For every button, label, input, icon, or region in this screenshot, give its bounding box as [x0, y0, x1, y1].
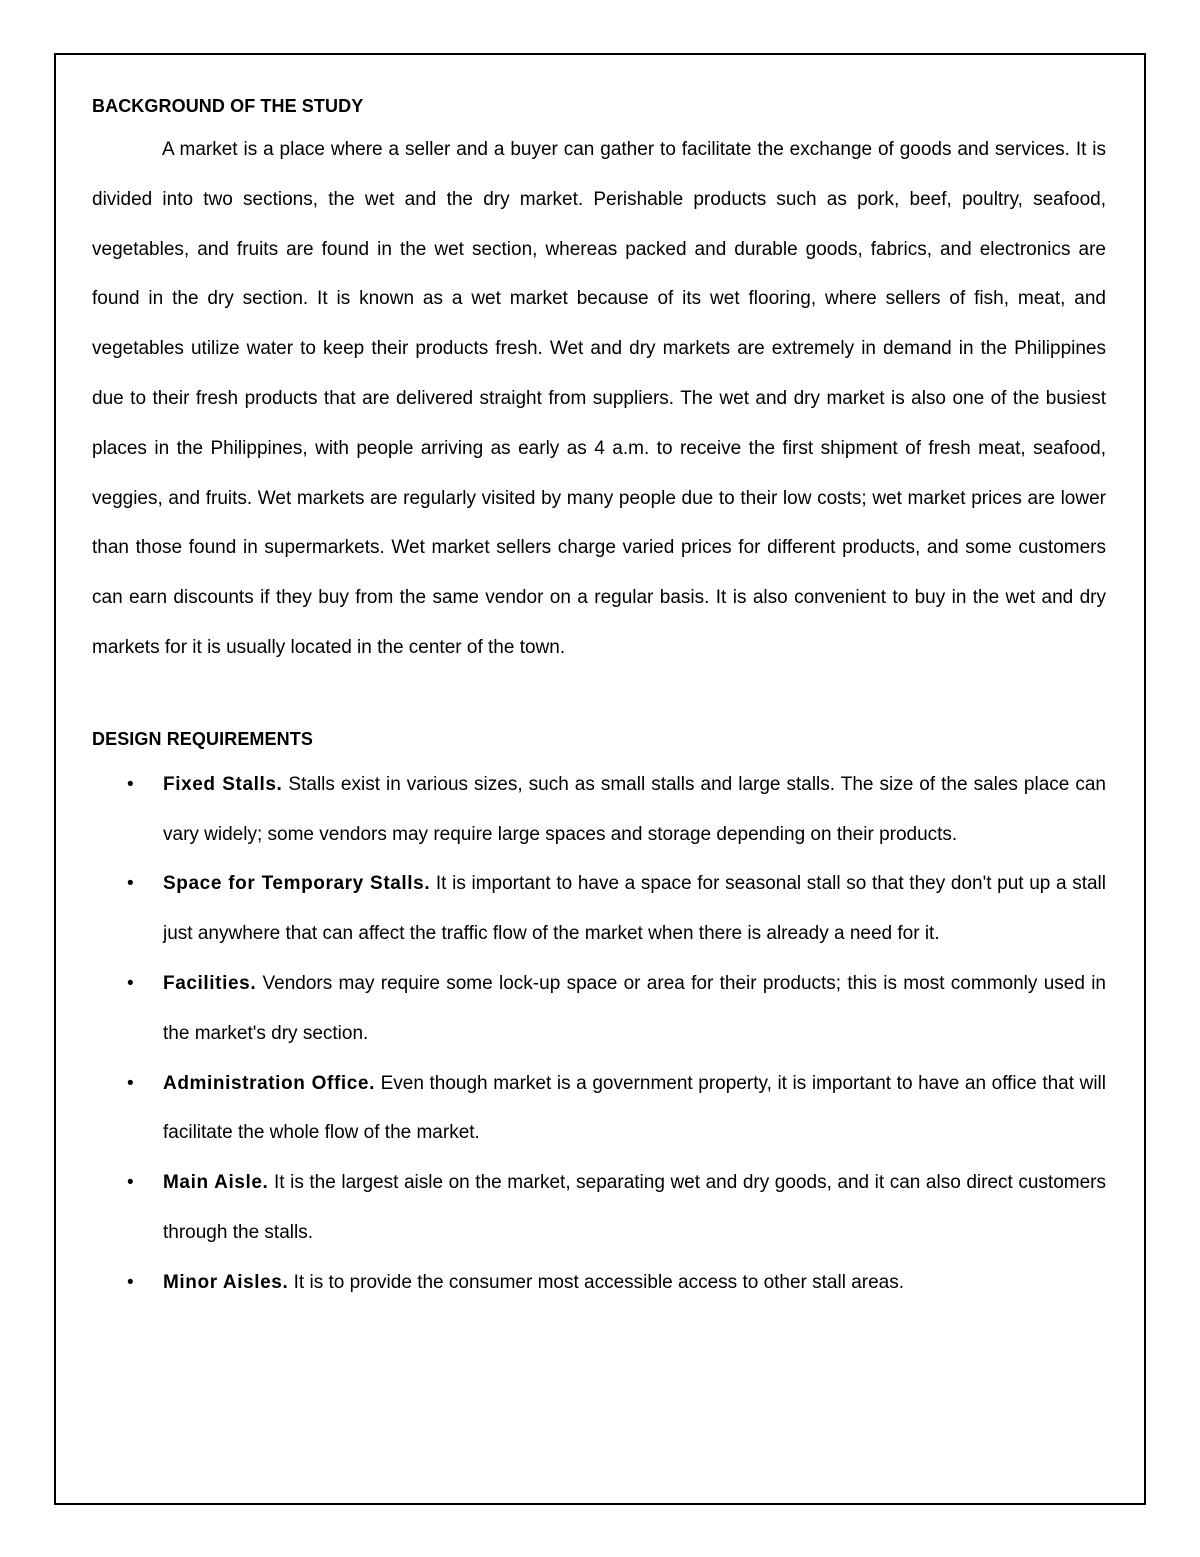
document-body: [92, 88, 1106, 1308]
requirements-list: [92, 760, 1106, 1308]
requirement-text: It is important to have a space for seasonal stall so that they don't put up a stall just anywhere that can affect the traffic flow of the market when there is already a need for it.: [163, 873, 1106, 945]
design-requirements-heading: DESIGN REQUIREMENTS: [92, 728, 313, 749]
requirement-main-aisle: [92, 1158, 1106, 1258]
background-heading: BACKGROUND OF THE STUDY: [92, 96, 364, 116]
bullet-icon: •: [127, 1172, 134, 1194]
requirement-term: Space for Temporary Stalls.: [163, 873, 431, 895]
bullet-icon: •: [127, 773, 134, 795]
requirement-term: Main Aisle.: [163, 1172, 269, 1194]
requirement-text: It is the largest aisle on the market, separating wet and dry goods, and it can also direct customers through the stalls.: [163, 1172, 1106, 1243]
requirement-term: Minor Aisles.: [163, 1271, 289, 1293]
requirement-term: Administration Office.: [163, 1072, 375, 1094]
background-paragraph: A market is a place where a seller and a buyer can gather to facilitate the exchange of goods and services. It is divided into two sections, the wet and the dry market. Perishable products such as pork, beef, poultry, seafood, vegetables, and fruits are found in the wet section, whereas packed and durable goods, fabrics, and electronics are found in the dry section. It is known as a wet market because of its wet flooring, where sellers of fish, meat, and vegetables utilize water to keep their products fresh. Wet and dry markets are extremely in demand in the Philippines due to their fresh products that are delivered straight from suppliers. The wet and dry market is also one of the busiest places in the Philippines, with people arriving as early as 4 a.m. to receive the first shipment of fresh meat, seafood, veggies, and fruits. Wet markets are regularly visited by many people due to their low costs; wet market prices are lower than those found in supermarkets. Wet market sellers charge varied prices for different products, and some customers can earn discounts if they buy from the same vendor on a regular basis. It is also convenient to buy in the wet and dry markets for it is usually located in the center of the town.: [92, 139, 1106, 658]
requirement-text: Stalls exist in various sizes, such as small stalls and large stalls. The size of the sales place can vary widely; some vendors may require large spaces and storage depending on their products.: [163, 773, 1106, 845]
bullet-icon: •: [127, 972, 134, 994]
bullet-icon: •: [127, 873, 134, 895]
requirement-minor-aisles: [92, 1258, 1106, 1308]
requirement-administration-office: [92, 1059, 1106, 1159]
requirement-term: Fixed Stalls.: [163, 773, 283, 795]
requirement-fixed-stalls: [92, 760, 1106, 860]
requirement-text: It is to provide the consumer most accessible access to other stall areas.: [288, 1271, 905, 1293]
requirement-text: Vendors may require some lock-up space or area for their products; this is most commonly used in the market's dry section.: [163, 972, 1106, 1044]
requirement-text: Even though market is a government property, it is important to have an office that will facilitate the whole flow of the market.: [163, 1072, 1106, 1144]
requirement-term: Facilities.: [163, 972, 257, 994]
bullet-icon: •: [127, 1072, 134, 1094]
requirement-facilities: [92, 959, 1106, 1059]
requirement-temporary-stalls: [92, 859, 1106, 959]
bullet-icon: •: [127, 1271, 134, 1293]
